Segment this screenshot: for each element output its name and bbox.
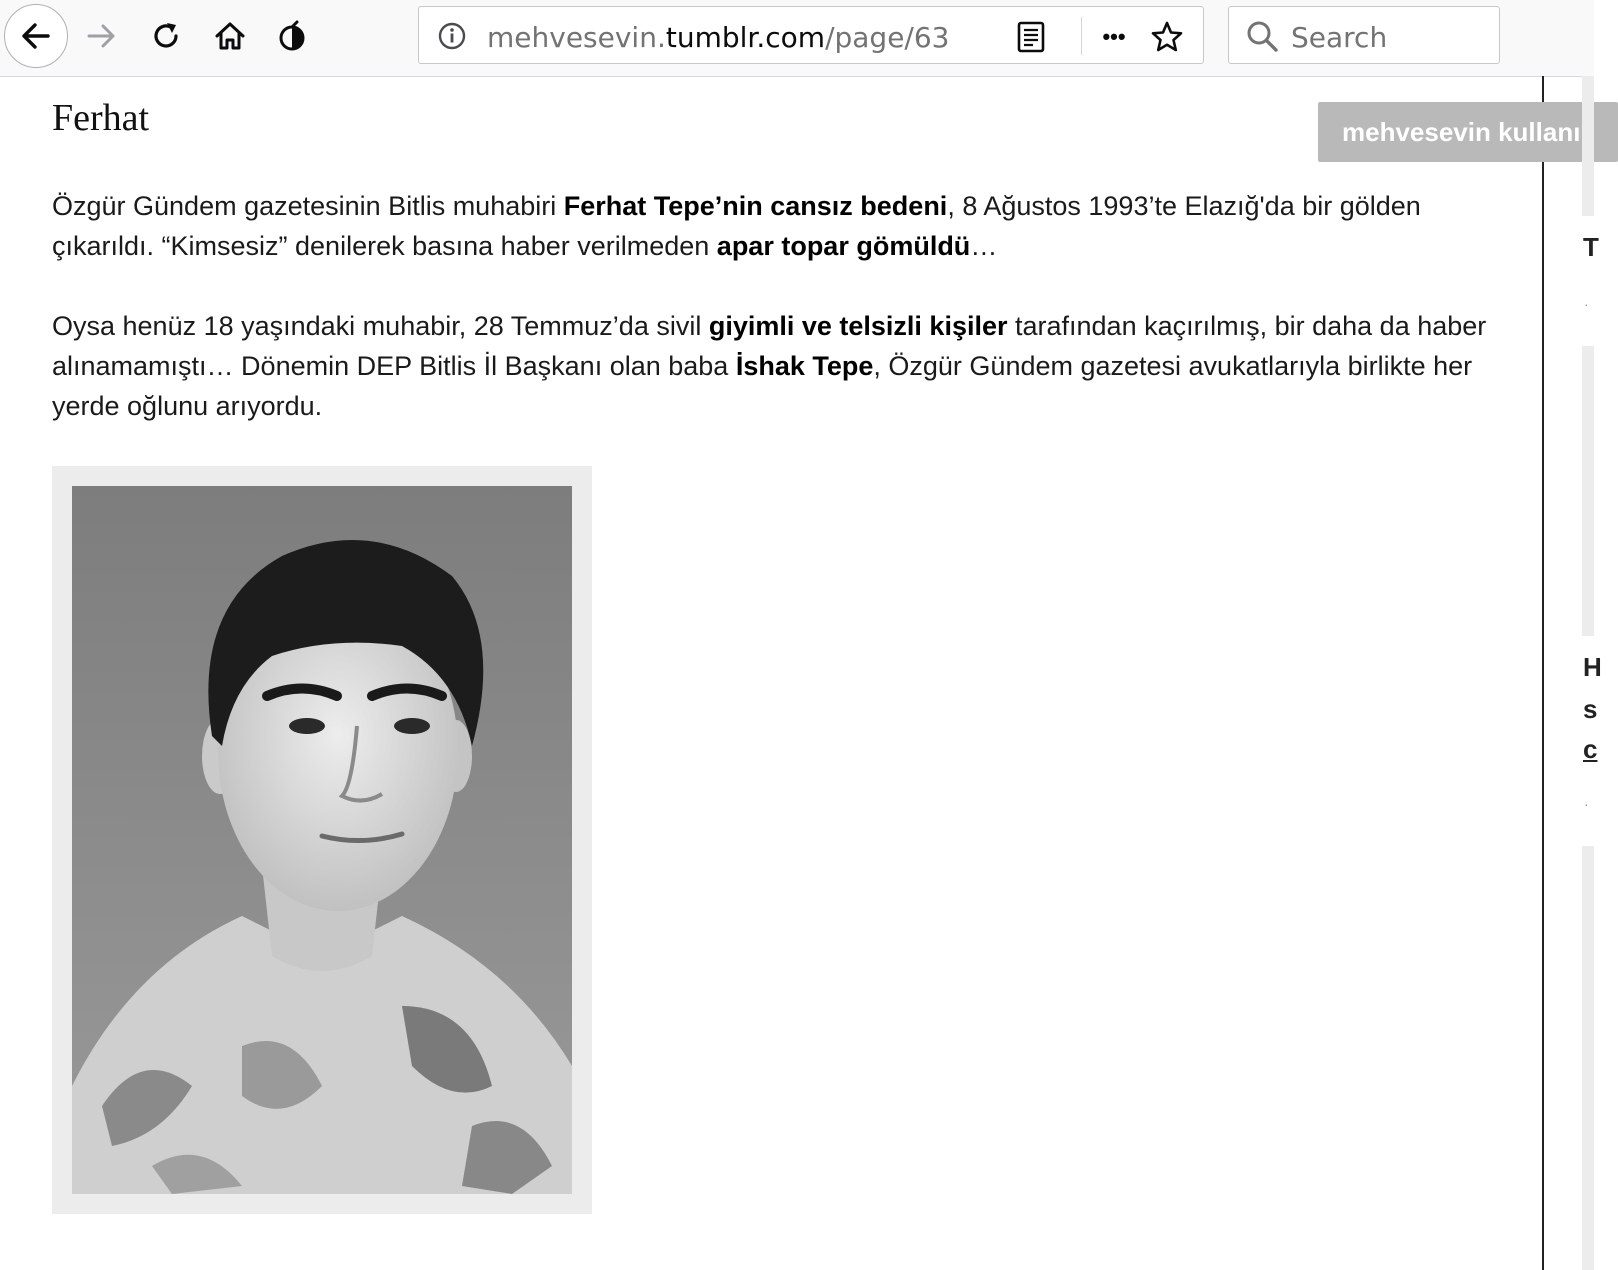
info-icon[interactable] (435, 19, 469, 53)
sidebar-fragment: s (1583, 694, 1598, 724)
post-paragraph-2 (52, 306, 1512, 426)
bookmark-button[interactable] (1145, 17, 1189, 57)
search-icon (1243, 17, 1281, 55)
text-segment: , 8 Ağustos 1993’te Elazığ'da bir gölden çıkarıldı. “Kimsesiz” denilerek basına haber verilmeden (52, 191, 1421, 261)
onion-icon (275, 19, 309, 53)
text-segment: , Özgür Gündem gazetesi avukatlarıyla birlikte her yerde oğlunu arıyordu. (52, 351, 1473, 421)
page-actions-button[interactable] (1089, 17, 1139, 57)
url-bar[interactable] (418, 6, 1204, 64)
sidebar-fragment: H (1583, 652, 1602, 682)
post-title: Ferhat (52, 97, 150, 139)
text-segment: tarafından kaçırılmış, bir daha da haber alınamamıştı… Dönemin DEP Bitlis İl Başkanı olan baba (52, 311, 1487, 381)
column-divider (1542, 76, 1544, 1270)
follow-popup-button[interactable]: mehvesevin kullanı (1318, 102, 1618, 162)
sidebar-block (1582, 76, 1594, 216)
arrow-right-icon (85, 19, 119, 53)
extension-button[interactable] (266, 6, 318, 66)
text-segment: Özgür Gündem gazetesinin Bitlis muhabiri (52, 191, 564, 221)
sidebar-link[interactable]: c (1583, 734, 1598, 764)
portrait-illustration (72, 486, 572, 1194)
sidebar-block (1582, 846, 1594, 1270)
search-bar[interactable] (1228, 6, 1500, 64)
bold-text: apar topar gömüldü (716, 231, 971, 261)
bold-text: İshak Tepe (735, 351, 874, 381)
post-photo-frame (52, 466, 592, 1214)
sidebar-dots: · (1584, 796, 1589, 812)
forward-button[interactable] (76, 6, 128, 66)
reader-view-icon (1016, 20, 1046, 54)
back-button[interactable] (4, 4, 68, 68)
reload-icon (149, 19, 183, 53)
url-text[interactable]: mehvesevin.tumblr.com/page/63 (487, 21, 950, 54)
sidebar-fragment: T (1583, 232, 1599, 262)
sidebar-block (1582, 346, 1594, 636)
bold-text: giyimli ve telsizli kişiler (708, 311, 1008, 341)
reader-view-button[interactable] (1011, 17, 1051, 57)
home-icon (213, 19, 247, 53)
text-segment: Oysa henüz 18 yaşındaki muhabir, 28 Temmuz’da sivil (52, 311, 709, 341)
url-separator (1081, 17, 1082, 55)
more-icon: ••• (1102, 24, 1126, 49)
sidebar-dots: · (1584, 296, 1589, 312)
arrow-left-icon (18, 18, 54, 54)
browser-toolbar (0, 0, 1594, 77)
search-input[interactable]: Search (1291, 21, 1388, 54)
reload-button[interactable] (140, 6, 192, 66)
home-button[interactable] (204, 6, 256, 66)
star-icon (1150, 20, 1184, 54)
post-paragraph-1 (52, 186, 1512, 266)
bold-text: Ferhat Tepe’nin cansız bedeni (563, 191, 948, 221)
portrait-photo[interactable] (72, 486, 572, 1194)
text-segment: … (970, 231, 998, 261)
